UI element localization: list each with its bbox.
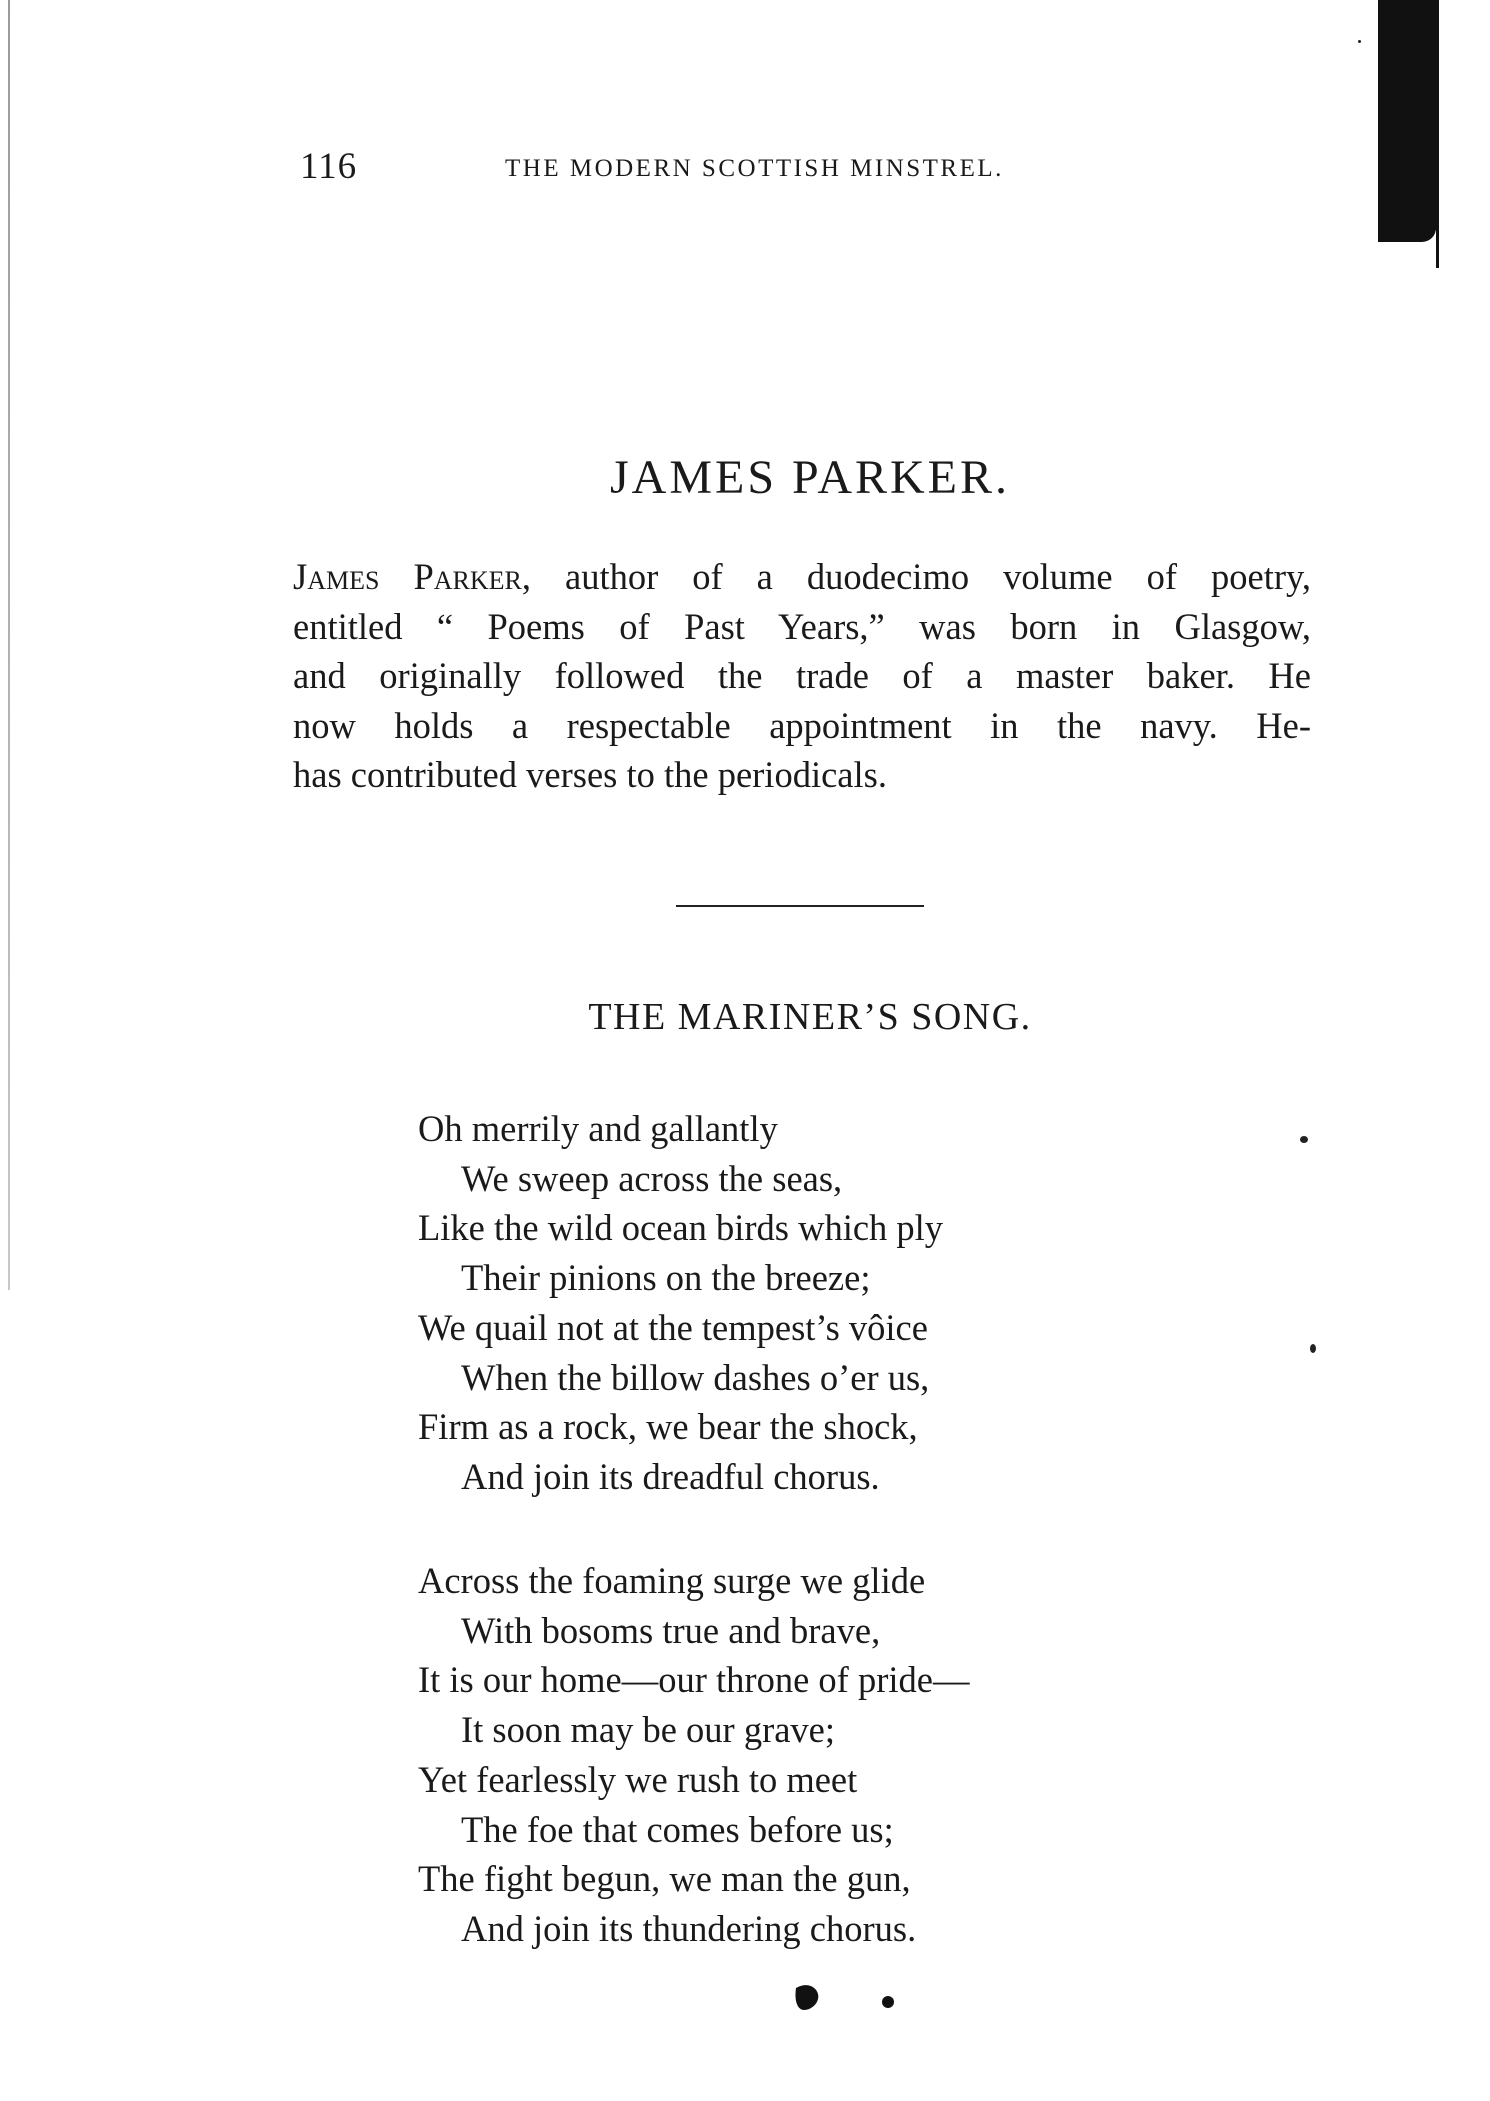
verse-line: Their pinions on the breeze; bbox=[461, 1257, 871, 1299]
poem-stanza-1 bbox=[418, 1104, 1198, 1502]
author-biography bbox=[293, 552, 1311, 800]
bio-line: and originally followed the trade of a master baker. He bbox=[293, 655, 1311, 696]
verse-line: We sweep across the seas, bbox=[461, 1157, 843, 1199]
verse-line: Firm as a rock, we bear the shock, bbox=[418, 1406, 918, 1448]
bio-line: has contributed verses to the periodicals. bbox=[293, 754, 887, 795]
thumb-index-tab bbox=[1378, 0, 1436, 230]
verse-line: When the billow dashes o’er us, bbox=[461, 1356, 930, 1398]
ink-speck bbox=[1358, 40, 1361, 43]
page-number: 116 bbox=[300, 146, 358, 187]
end-ornament bbox=[792, 1980, 902, 2020]
running-title: THE MODERN SCOTTISH MINSTREL. bbox=[505, 155, 1004, 182]
poem-stanza-2 bbox=[418, 1556, 1198, 1954]
verse-line: The fight begun, we man the gun, bbox=[418, 1858, 911, 1900]
verse-line: The foe that comes before us; bbox=[461, 1808, 894, 1850]
verse-line: Oh merrily and gallantly bbox=[418, 1108, 778, 1149]
bio-line-text: , author of a duodecimo volume of poetry, bbox=[521, 556, 1312, 597]
bio-author-name: James Parker bbox=[293, 556, 522, 597]
thumb-index-line bbox=[1436, 0, 1439, 268]
bio-line bbox=[293, 552, 1311, 602]
verse-line: With bosoms true and brave, bbox=[461, 1609, 881, 1651]
author-heading: JAMES PARKER. bbox=[609, 451, 1010, 504]
poem-title: THE MARINER’S SONG. bbox=[588, 996, 1032, 1038]
running-head bbox=[300, 145, 1120, 195]
bio-line: now holds a respectable appointment in the navy. He- bbox=[293, 704, 1311, 746]
ink-speck bbox=[1300, 1136, 1308, 1143]
page-edge-shadow bbox=[8, 0, 10, 1290]
bio-line: entitled “ Poems of Past Years,” was born in Glasgow, bbox=[293, 605, 1311, 647]
verse-line: Yet fearlessly we rush to meet bbox=[418, 1758, 858, 1800]
verse-line: And join its thundering chorus. bbox=[461, 1907, 917, 1949]
verse-line: Across the foaming surge we glide bbox=[418, 1560, 926, 1601]
verse-line: We quail not at the tempest’s vôice bbox=[418, 1306, 928, 1348]
ink-speck bbox=[1310, 1344, 1316, 1353]
verse-line: It soon may be our grave; bbox=[461, 1709, 836, 1751]
verse-line: Like the wild ocean birds which ply bbox=[418, 1207, 944, 1249]
verse-line: It is our home—our throne of pride— bbox=[418, 1659, 970, 1701]
section-divider bbox=[676, 905, 924, 907]
verse-line: And join its dreadful chorus. bbox=[461, 1455, 880, 1497]
